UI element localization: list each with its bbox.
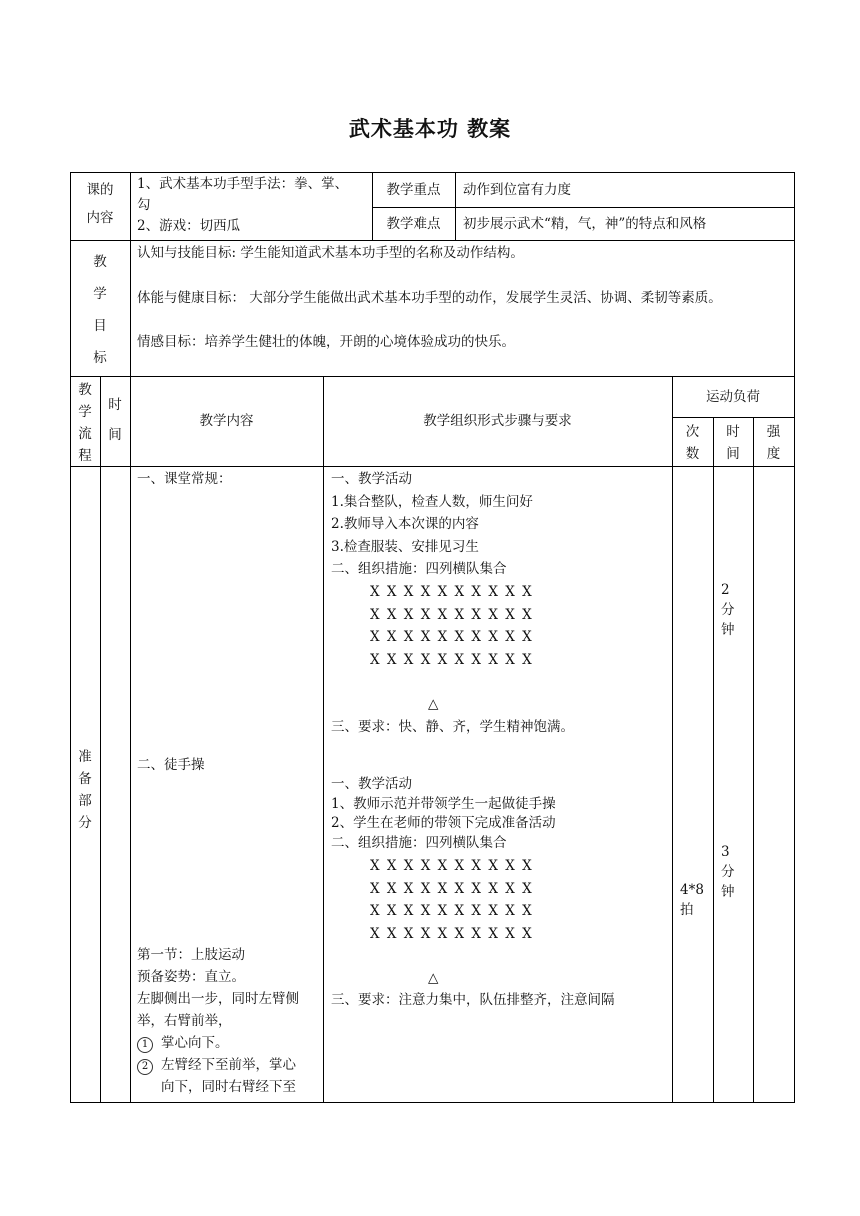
col-process: 教 学 流 程 bbox=[78, 382, 92, 464]
count-value: 4*8 拍 bbox=[680, 882, 704, 918]
duration-value-2: 3 分 钟 bbox=[721, 844, 735, 900]
content-freehand: 二、徒手操 bbox=[137, 757, 205, 773]
course-content-label: 课的 内容 bbox=[86, 182, 114, 226]
col-count: 次 数 bbox=[685, 424, 700, 462]
col-intensity: 强 度 bbox=[766, 424, 781, 462]
org-requirement-2: 三、要求：注意力集中，队伍排整齐，注意间隔 bbox=[331, 992, 615, 1008]
duration-value-1: 2 分 钟 bbox=[721, 582, 735, 638]
objectives-label: 教 学 目 标 bbox=[93, 254, 107, 366]
org-requirement-1: 三、要求：快、静、齐，学生精神饱满。 bbox=[331, 719, 574, 735]
objective-emotional: 情感目标：培养学生健壮的体魄，开朗的心境体验成功的快乐。 bbox=[137, 334, 515, 350]
objective-cognitive: 认知与技能目标: 学生能知道武术基本功手型的名称及动作结构。 bbox=[137, 245, 524, 261]
teacher-position-icon: △ bbox=[428, 970, 439, 986]
formation-grid-2: X X X X X X X X X X X X X X X X X X X X X X X X X X X X X X X X X X X X X X X X bbox=[370, 858, 534, 942]
teaching-difficulty-value: 初步展示武术“精，气，神”的特点和风格 bbox=[463, 216, 707, 232]
content-exercise: 第一节：上肢运动 预备姿势：直立。 左脚侧出一步，同时左臂侧 举，右臂前举， 1 掌心向下。 2 左臂经下至前举，掌心 向下，同时右臂经下至 bbox=[137, 944, 322, 1098]
teaching-focus-value: 动作到位富有力度 bbox=[463, 182, 571, 198]
content-routine: 一、课堂常规： bbox=[137, 471, 232, 487]
col-content: 教学内容 bbox=[199, 413, 254, 429]
exercise-step-1: 1 掌心向下。 bbox=[137, 1032, 322, 1054]
objective-fitness: 体能与健康目标： 大部分学生能做出武术基本功手型的动作，发展学生灵活、协调、柔韧等素质。 bbox=[137, 290, 722, 306]
section-label-preparation: 准 备 部 分 bbox=[78, 749, 92, 831]
col-load: 运动负荷 bbox=[706, 389, 760, 405]
org-block-1: 一、教学活动 1.集合整队，检查人数，师生问好 2.教师导入本次课的内容 3.检查服装、安排见习生 二、组织措施：四列横队集合 bbox=[331, 471, 533, 577]
col-organization: 教学组织形式步骤与要求 bbox=[423, 413, 572, 429]
col-time: 时 间 bbox=[108, 397, 122, 443]
teaching-difficulty-label: 教学难点 bbox=[386, 216, 441, 232]
course-content-items: 1、武术基本功手型手法：拳、掌、 勾 2、游戏：切西瓜 bbox=[137, 176, 349, 234]
col-duration: 时 间 bbox=[726, 424, 740, 462]
document-title: 武术基本功 教案 bbox=[348, 116, 512, 141]
teacher-position-icon: △ bbox=[428, 696, 439, 712]
teaching-focus-label: 教学重点 bbox=[386, 182, 441, 198]
exercise-step-2: 2 左臂经下至前举，掌心 bbox=[137, 1054, 322, 1076]
formation-grid-1: X X X X X X X X X X X X X X X X X X X X X X X X X X X X X X X X X X X X X X X X bbox=[370, 584, 534, 668]
org-block-2: 一、教学活动 1、教师示范并带领学生一起做徒手操 2、学生在老师的带领下完成准备活动 二、组织措施：四列横队集合 bbox=[331, 776, 556, 851]
